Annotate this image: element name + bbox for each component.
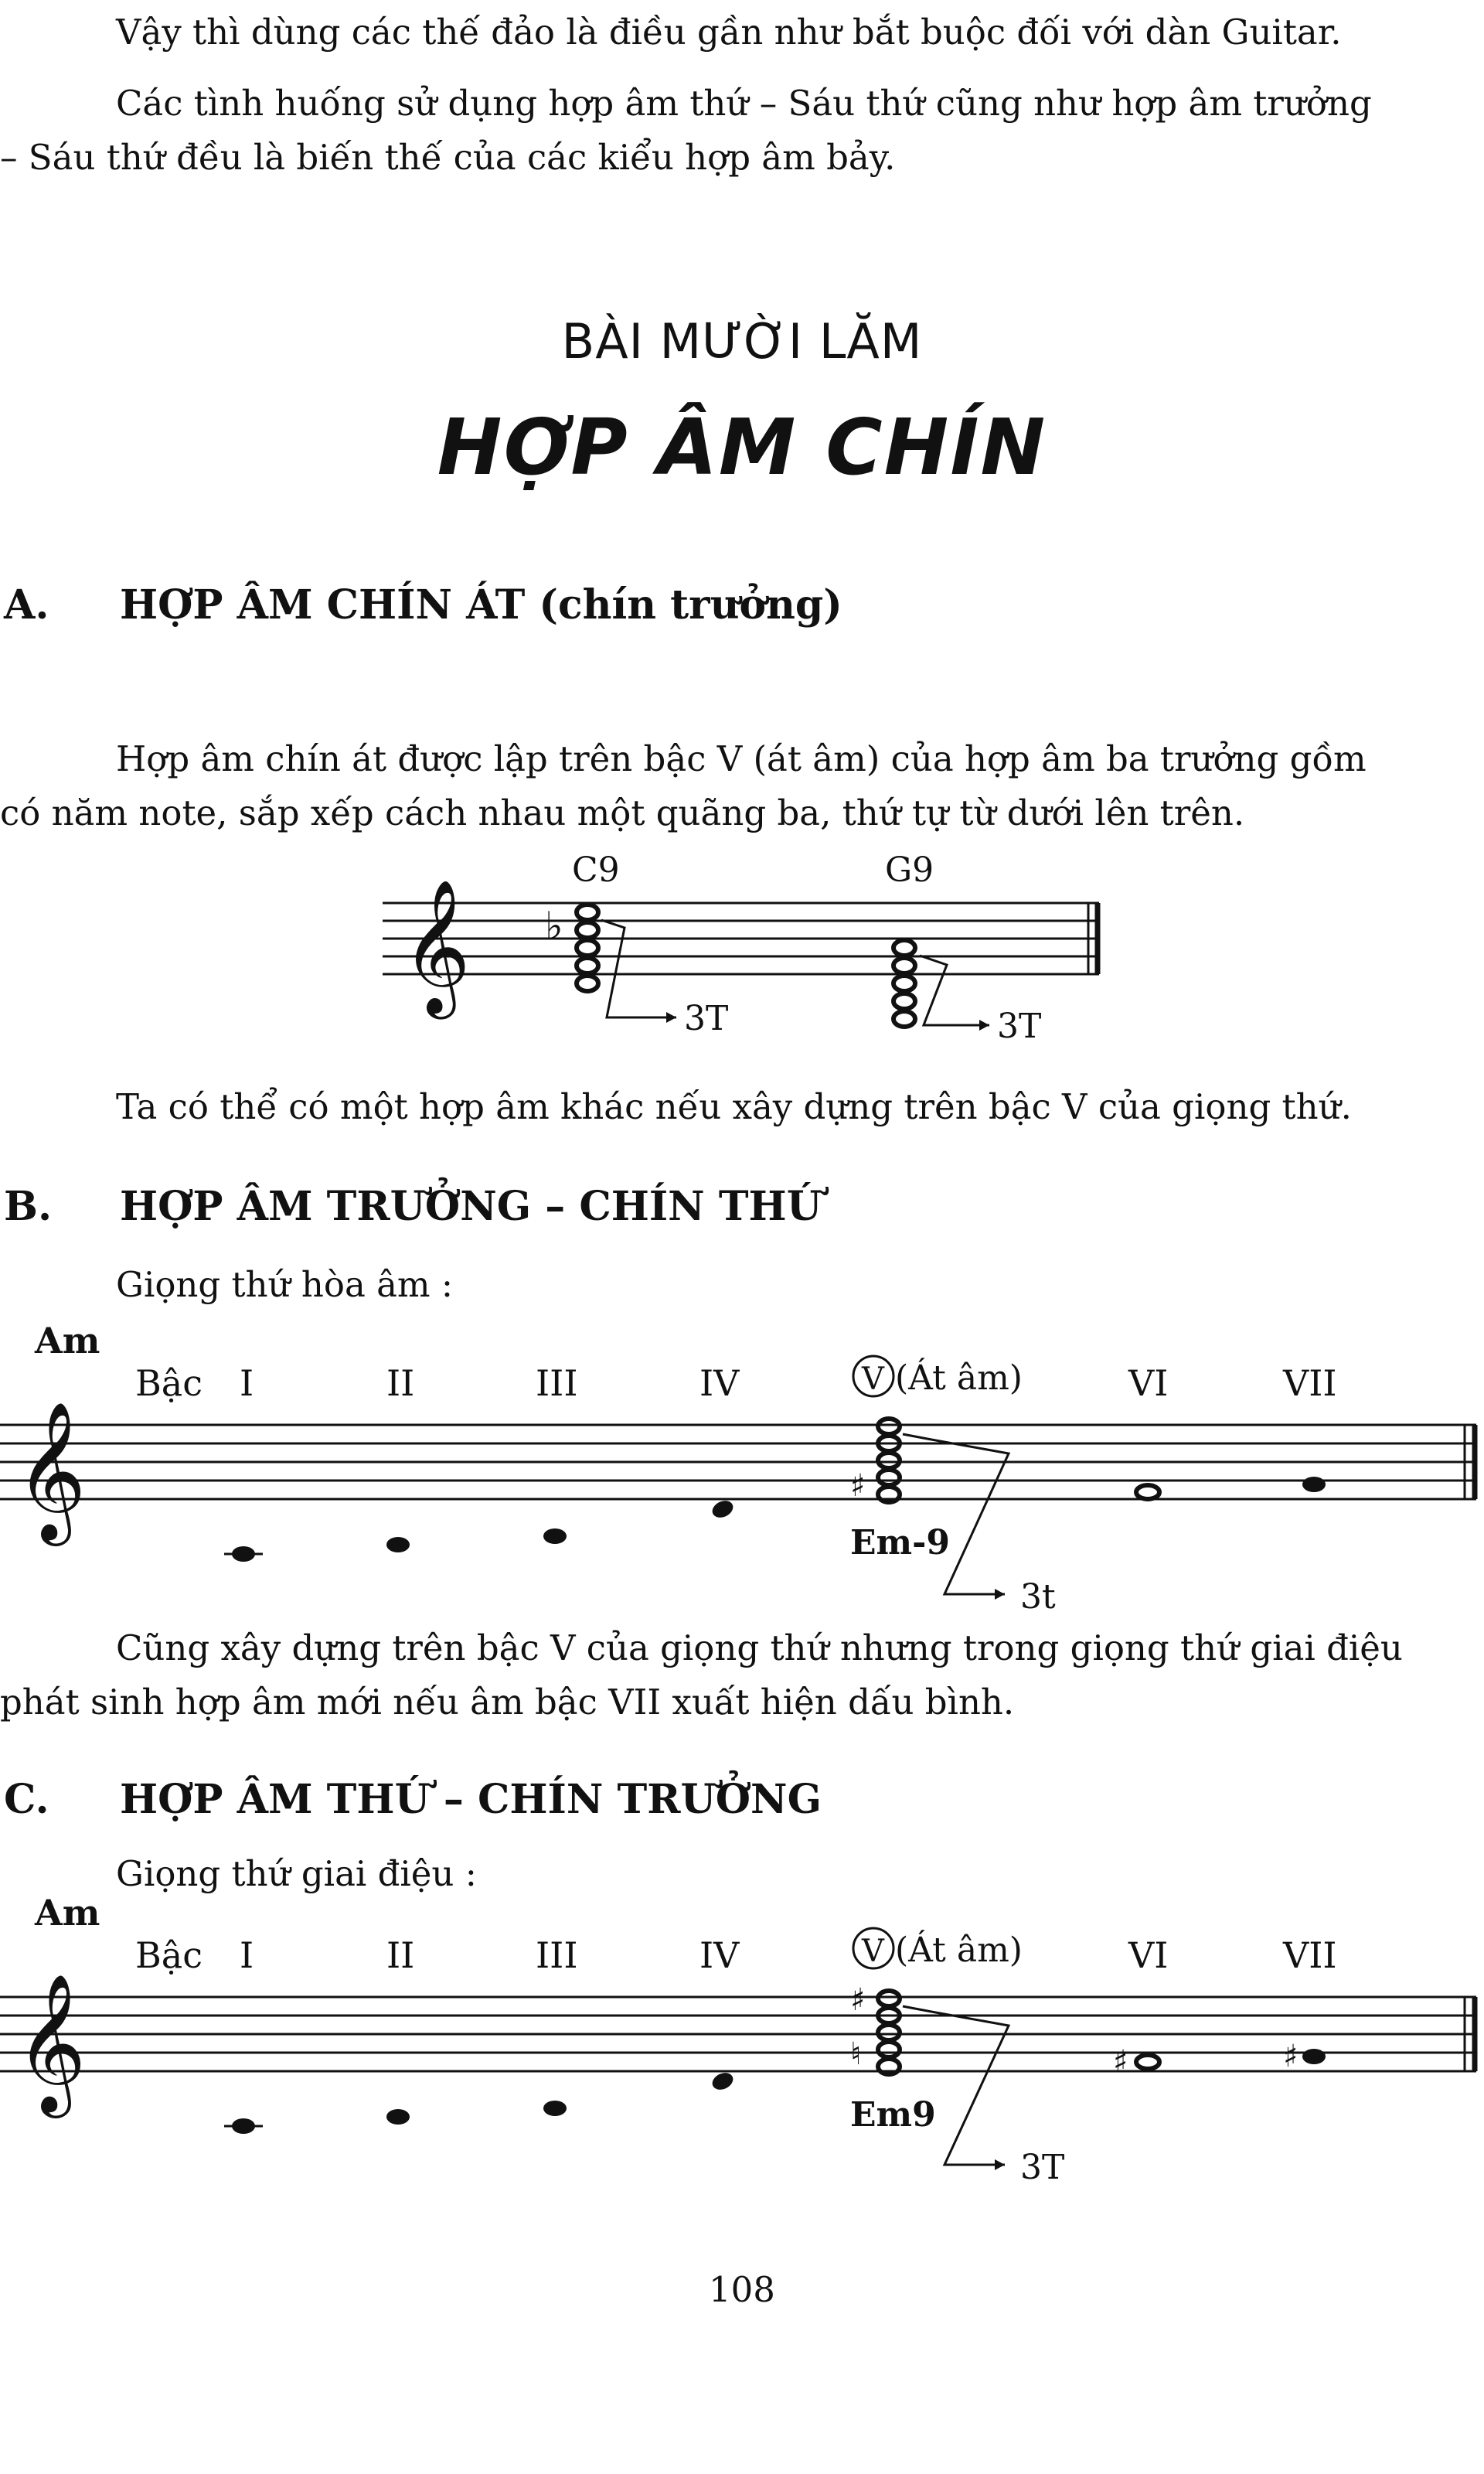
chord-g9-label: G9 — [885, 850, 934, 890]
page-number: 108 — [709, 2269, 775, 2310]
degree-word-c: Bậc — [135, 1934, 203, 1976]
section-c-letter: C. — [4, 1776, 49, 1823]
treble-clef-icon: 𝄞 — [402, 879, 471, 1014]
interval-label-2: 3T — [997, 1007, 1042, 1046]
sharp-icon: ♯ — [1113, 2044, 1128, 2080]
degree-b-5: V — [862, 1361, 884, 1397]
degree-b-1: I — [240, 1362, 254, 1404]
interval-arrow-c — [903, 2006, 1009, 2165]
note-c-6 — [1136, 2055, 1159, 2069]
chord-label-b: Em-9 — [850, 1523, 950, 1562]
section-a-letter: A. — [4, 581, 49, 629]
dominant-label-b: (Át âm) — [895, 1358, 1023, 1398]
degree-b-6: VI — [1128, 1362, 1169, 1404]
sharp-icon: ♯ — [850, 1468, 866, 1504]
staff-c-lines — [0, 1997, 1476, 2071]
treble-clef-icon: 𝄞 — [15, 1400, 87, 1540]
intro-line-2: Các tình huống sử dụng hợp âm thứ – Sáu thứ cũng như hợp âm trưởng — [116, 83, 1372, 124]
degree-c-3: III — [536, 1934, 578, 1976]
degree-b-7: VII — [1283, 1362, 1337, 1404]
dominant-label-c: (Át âm) — [895, 1930, 1023, 1970]
interval-label-b: 3t — [1020, 1577, 1056, 1617]
interval-label-1: 3T — [684, 999, 729, 1038]
section-a-para-2: có năm note, sắp xếp cách nhau một quãng ba, thứ tự từ dưới lên trên. — [0, 792, 1245, 833]
sharp-icon: ♯ — [850, 1982, 866, 2018]
section-a-after: Ta có thể có một hợp âm khác nếu xây dựng trên bậc V của giọng thứ. — [116, 1086, 1352, 1127]
natural-icon: ♮ — [850, 2036, 862, 2072]
section-c-title: HỢP ÂM THỨ – CHÍN TRƯỞNG — [120, 1776, 822, 1823]
intro-line-1: Vậy thì dùng các thế đảo là điều gần như bắt buộc đối với dàn Guitar. — [116, 12, 1342, 53]
degree-c-6: VI — [1128, 1934, 1169, 1976]
section-a-title: HỢP ÂM CHÍN ÁT (chín trưởng) — [120, 581, 842, 629]
degree-c-5: V — [862, 1934, 884, 1969]
note-c-7 — [1302, 2049, 1326, 2064]
treble-clef-icon: 𝄞 — [15, 1972, 87, 2112]
degree-c-7: VII — [1283, 1934, 1337, 1976]
interval-label-c: 3T — [1020, 2148, 1065, 2187]
key-label-c: Am — [35, 1892, 100, 1934]
chord-label-c: Em9 — [850, 2095, 936, 2135]
intro-line-3: – Sáu thứ đều là biến thế của các kiểu hợp âm bảy. — [0, 137, 896, 178]
section-b-after-2: phát sinh hợp âm mới nếu âm bậc VII xuất hiện dấu bình. — [0, 1682, 1015, 1723]
chord-em9-notes-c — [878, 1991, 900, 2074]
degree-b-4: IV — [699, 1362, 740, 1404]
key-label-b: Am — [35, 1320, 100, 1361]
degree-c-1: I — [240, 1934, 254, 1976]
degree-b-2: II — [386, 1362, 415, 1404]
lesson-title: HỢP ÂM CHÍN — [437, 402, 1047, 492]
section-a-para-1: Hợp âm chín át được lập trên bậc V (át âm) của hợp âm ba trưởng gồm — [116, 738, 1367, 779]
degree-b-3: III — [536, 1362, 578, 1404]
section-b-letter: B. — [4, 1183, 53, 1230]
section-b-title: HỢP ÂM TRƯỞNG – CHÍN THỨ — [120, 1183, 822, 1230]
scale-c-notes — [224, 2070, 736, 2134]
chord-c9-label: C9 — [572, 850, 620, 890]
sharp-icon: ♯ — [1283, 2039, 1298, 2074]
flat-icon: ♭ — [545, 904, 563, 949]
section-b-intro: Giọng thứ hòa âm : — [116, 1264, 454, 1305]
section-b-after-1: Cũng xây dựng trên bậc V của giọng thứ nhưng trong giọng thứ giai điệu — [116, 1627, 1403, 1668]
lesson-number: BÀI MƯỜI LĂM — [561, 313, 923, 370]
degree-word-b: Bậc — [135, 1362, 203, 1404]
section-c-intro: Giọng thứ giai điệu : — [116, 1853, 477, 1894]
degree-c-2: II — [386, 1934, 415, 1976]
degree-c-4: IV — [699, 1934, 740, 1976]
